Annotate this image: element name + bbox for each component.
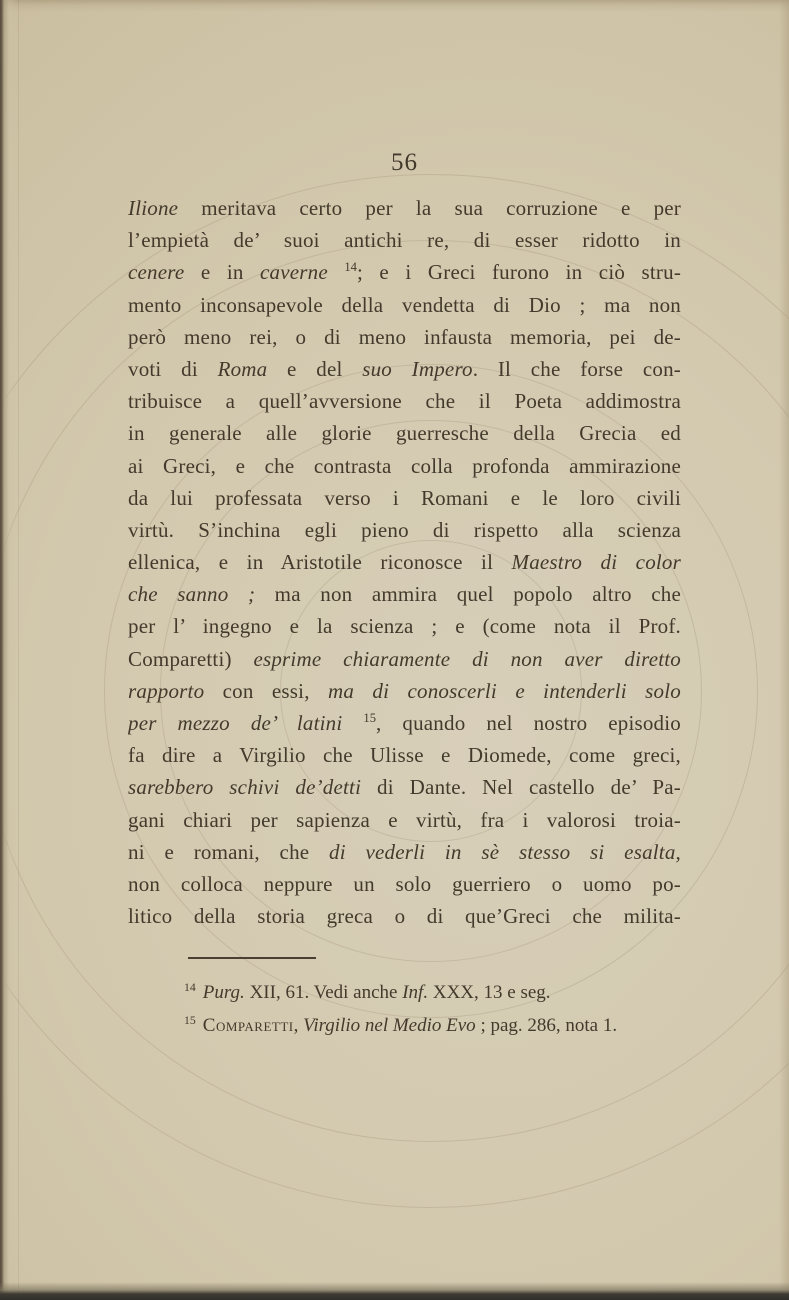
text-segment: Roma	[217, 356, 268, 381]
text-segment: rapporto	[128, 678, 205, 703]
scan-top-edge	[0, 0, 789, 12]
text-segment: l’empietà de’ suoi antichi re, di esser ridotto in	[128, 228, 681, 253]
text-line	[128, 450, 681, 482]
footnote-ref: 15	[363, 711, 376, 725]
text-segment: caverne	[260, 260, 328, 285]
text-line	[128, 771, 681, 803]
text-line	[128, 900, 681, 932]
text-segment: ni e romani, che	[128, 839, 330, 864]
text-line	[128, 643, 681, 675]
text-segment: tribuisce a quell’avversione che il Poeta addimostra	[128, 389, 681, 414]
text-segment: che sanno ;	[128, 582, 256, 607]
text-segment: con essi,	[204, 678, 328, 703]
text-segment: di Dante. Nel castello de’ Pa-	[361, 775, 681, 800]
text-segment: per l’ ingegno e la scienza ; e (come nota il Prof.	[128, 614, 681, 639]
footnote-marker: 15	[184, 1013, 196, 1027]
text-segment: virtù. S’inchina egli pieno di rispetto alla scienza	[128, 517, 681, 542]
text-segment: però meno rei, o di meno infausta memoria, pei de-	[128, 324, 681, 349]
text-line	[128, 385, 681, 417]
text-segment: mento inconsapevole della vendetta di Dio ; ma non	[128, 292, 681, 317]
scan-left-edge	[0, 0, 18, 1300]
text-line	[128, 804, 681, 836]
text-line	[128, 192, 681, 224]
text-segment: voti di	[128, 356, 218, 381]
body-text	[128, 192, 681, 932]
text-segment: Virgilio nel Medio Evo	[303, 1015, 476, 1036]
page-gutter-line	[18, 0, 19, 1300]
text-line	[128, 256, 681, 288]
scan-right-edge	[779, 0, 789, 1300]
footnotes	[128, 976, 684, 1042]
footnote	[128, 976, 684, 1009]
footnote-ref: 14	[344, 260, 357, 275]
text-line	[128, 610, 681, 642]
text-segment: fa dire a Virgilio che Ulisse e Diomede, come greci,	[128, 743, 681, 768]
text-segment: da lui professata verso i Romani e le loro civili	[128, 485, 681, 510]
page-number: 56	[391, 149, 418, 176]
text-segment: e in	[184, 260, 261, 285]
text-line	[128, 224, 681, 256]
text-segment: Inf.	[402, 982, 429, 1003]
text-line	[128, 353, 681, 385]
text-segment: . Il che forse con-	[472, 356, 681, 381]
text-segment: meritava certo per la sua corruzione e per	[178, 196, 681, 220]
text-segment: ellenica, e in Aristotile riconosce il	[128, 550, 512, 575]
text-line	[128, 675, 681, 707]
text-line	[128, 836, 681, 868]
text-segment: ai Greci, e che contrasta colla profonda ammirazione	[128, 453, 681, 478]
text-segment	[342, 711, 363, 735]
text-segment: Maestro di color	[511, 550, 681, 575]
scan-bottom-edge	[0, 1282, 789, 1300]
text-segment: ; pag. 286, nota 1.	[475, 1015, 618, 1036]
text-segment: ma di conoscerli e intenderli solo	[328, 678, 681, 703]
text-segment: XXX, 13 e seg.	[428, 982, 551, 1003]
text-line	[128, 546, 681, 578]
text-segment: sarebbero schivi de’detti	[128, 775, 362, 800]
text-segment: esprime chiaramente di non aver diretto	[253, 646, 681, 671]
text-segment: in generale alle glorie guerresche della Grecia ed	[128, 421, 681, 446]
text-segment: gani chiari per sapienza e virtù, fra i valorosi troia-	[128, 807, 681, 832]
text-segment: non colloca neppure un solo guerriero o uomo po-	[128, 871, 681, 896]
text-segment: litico della storia greca o di que’Greci che milita-	[128, 904, 681, 929]
text-segment	[328, 260, 344, 284]
text-segment: XII, 61. Vedi anche	[244, 982, 403, 1003]
text-line	[128, 417, 681, 449]
text-segment: suo Impero	[362, 356, 473, 381]
text-line	[128, 321, 681, 353]
text-segment: di vederli in sè stesso si esalta,	[329, 839, 681, 864]
text-line	[128, 482, 681, 514]
text-segment: Comparetti)	[128, 646, 254, 671]
footnote-marker: 14	[184, 980, 196, 994]
footnote	[128, 1009, 684, 1042]
text-line	[128, 868, 681, 900]
text-segment: ,	[293, 1015, 304, 1036]
text-segment: , quando nel nostro episodio	[375, 711, 681, 735]
text-line	[128, 707, 681, 739]
text-segment: cenere	[128, 260, 185, 285]
text-segment: Ilione	[128, 196, 179, 220]
footnote-separator-rule	[188, 957, 316, 959]
text-segment: Purg.	[202, 982, 245, 1003]
text-segment: Comparetti	[202, 1015, 294, 1036]
text-segment: ; e i Greci furono in ciò stru-	[356, 260, 681, 285]
text-line	[128, 514, 681, 546]
text-segment: e del	[267, 356, 363, 381]
text-line	[128, 289, 681, 321]
text-segment: ma non ammira quel popolo altro che	[255, 582, 681, 607]
text-line	[128, 578, 681, 610]
text-line	[128, 739, 681, 771]
text-segment: per mezzo de’ latini	[128, 711, 343, 735]
